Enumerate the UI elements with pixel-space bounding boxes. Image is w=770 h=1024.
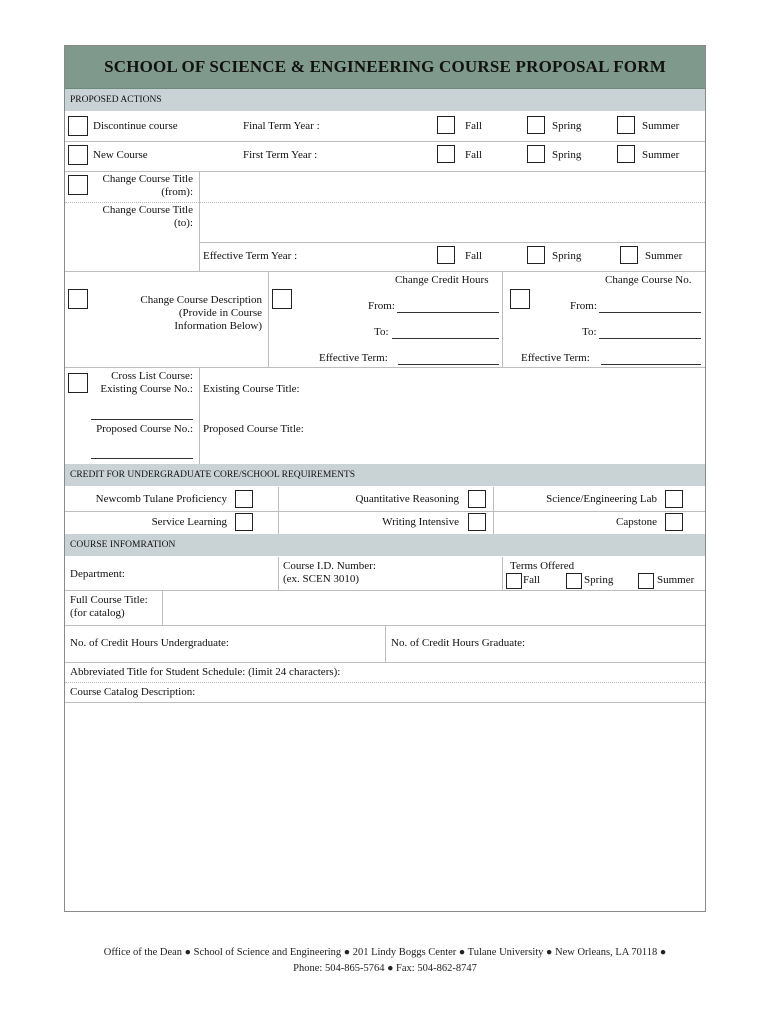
course-proposal-form <box>64 45 706 912</box>
terms-offered-label: Terms Offered <box>510 560 575 572</box>
discontinue-checkbox[interactable] <box>68 116 88 136</box>
first-spring-checkbox[interactable] <box>527 145 545 163</box>
offered-summer-checkbox[interactable] <box>638 573 654 589</box>
course-id-label-1: Course I.D. Number: <box>283 560 376 572</box>
proposed-no-label: Proposed Course No.: <box>96 423 193 435</box>
effective-summer-label: Summer <box>645 250 683 262</box>
credit-to-field[interactable] <box>392 338 499 339</box>
final-fall-label: Fall <box>465 120 483 132</box>
first-summer-label: Summer <box>642 149 680 161</box>
change-title-from-label-1: Change Course Title <box>102 173 193 185</box>
change-credit-hours-label: Change Credit Hours <box>395 274 489 286</box>
credit-ug-label: No. of Credit Hours Undergraduate: <box>70 637 229 649</box>
change-description-checkbox[interactable] <box>68 289 88 309</box>
divider <box>199 367 200 464</box>
existing-title-label: Existing Course Title: <box>203 383 300 395</box>
offered-fall-label: Fall <box>523 574 541 586</box>
final-summer-label: Summer <box>642 120 680 132</box>
courseno-from-field[interactable] <box>599 312 701 313</box>
section-proposed-actions: PROPOSED ACTIONS <box>65 89 705 111</box>
new-course-label: New Course <box>93 149 148 161</box>
courseno-to-label: To: <box>582 326 597 338</box>
effective-summer-checkbox[interactable] <box>620 246 638 264</box>
change-title-from-label-2: (from): <box>161 186 193 198</box>
first-fall-checkbox[interactable] <box>437 145 455 163</box>
divider <box>385 625 386 662</box>
newcomb-label: Newcomb Tulane Proficiency <box>95 493 227 505</box>
offered-spring-checkbox[interactable] <box>566 573 582 589</box>
first-summer-checkbox[interactable] <box>617 145 635 163</box>
change-course-no-checkbox[interactable] <box>510 289 530 309</box>
effective-fall-label: Fall <box>465 250 483 262</box>
catalog-desc-label: Course Catalog Description: <box>70 686 196 698</box>
change-description-label-3: Information Below) <box>174 320 262 332</box>
form-title: SCHOOL OF SCIENCE & ENGINEERING COURSE PROPOSAL FORM <box>65 46 705 89</box>
divider <box>65 271 705 272</box>
writing-intensive-checkbox[interactable] <box>468 513 486 531</box>
offered-fall-checkbox[interactable] <box>506 573 522 589</box>
cross-list-label-2: Existing Course No.: <box>100 383 193 395</box>
divider <box>65 590 705 591</box>
capstone-label: Capstone <box>616 516 657 528</box>
courseno-effective-term-label: Effective Term: <box>521 352 590 364</box>
final-fall-checkbox[interactable] <box>437 116 455 134</box>
final-summer-checkbox[interactable] <box>617 116 635 134</box>
divider <box>268 271 269 367</box>
first-term-label: First Term Year : <box>243 149 318 161</box>
courseno-to-field[interactable] <box>599 338 701 339</box>
credit-from-field[interactable] <box>397 312 499 313</box>
effective-spring-label: Spring <box>552 250 582 262</box>
credit-to-label: To: <box>374 326 389 338</box>
proposed-course-no-field[interactable] <box>91 458 193 459</box>
cross-list-label-1: Cross List Course: <box>111 370 193 382</box>
science-lab-label: Science/Engineering Lab <box>546 493 657 505</box>
final-term-label: Final Term Year : <box>243 120 320 132</box>
title-to-field[interactable] <box>201 204 703 240</box>
section-credit: CREDIT FOR UNDERGRADUATE CORE/SCHOOL REQUIREMENTS <box>65 464 705 486</box>
divider <box>65 171 705 172</box>
offered-summer-label: Summer <box>657 574 695 586</box>
credit-from-label: From: <box>368 300 395 312</box>
divider <box>65 662 705 663</box>
full-title-label-1: Full Course Title: <box>70 594 148 606</box>
change-description-label-1: Change Course Description <box>140 294 262 306</box>
first-spring-label: Spring <box>552 149 582 161</box>
divider <box>502 557 503 590</box>
service-learning-label: Service Learning <box>151 516 227 528</box>
change-description-label-2: (Provide in Course <box>178 307 262 319</box>
title-from-field[interactable] <box>201 173 703 200</box>
divider <box>65 141 705 142</box>
existing-course-no-field[interactable] <box>91 419 193 420</box>
effective-spring-checkbox[interactable] <box>527 246 545 264</box>
divider <box>199 171 200 271</box>
newcomb-checkbox[interactable] <box>235 490 253 508</box>
department-label: Department: <box>70 568 125 580</box>
footer-address: Office of the Dean ● School of Science and Engineering ● 201 Lindy Boggs Center ● Tulane University ● New Orleans, LA 70118 ● <box>103 947 667 958</box>
final-spring-checkbox[interactable] <box>527 116 545 134</box>
credit-effective-term-label: Effective Term: <box>319 352 388 364</box>
effective-fall-checkbox[interactable] <box>437 246 455 264</box>
divider <box>65 511 705 512</box>
credit-effective-term-field[interactable] <box>398 364 499 365</box>
offered-spring-label: Spring <box>584 574 614 586</box>
new-course-checkbox[interactable] <box>68 145 88 165</box>
change-title-to-label-2: (to): <box>174 217 193 229</box>
full-title-field[interactable] <box>164 592 702 623</box>
final-spring-label: Spring <box>552 120 582 132</box>
change-title-to-label-1: Change Course Title <box>102 204 193 216</box>
discontinue-label: Discontinue course <box>93 120 178 132</box>
courseno-from-label: From: <box>570 300 597 312</box>
divider <box>502 271 503 367</box>
science-lab-checkbox[interactable] <box>665 490 683 508</box>
divider <box>65 702 705 703</box>
course-id-label-2: (ex. SCEN 3010) <box>283 573 360 585</box>
catalog-description-field[interactable] <box>67 704 703 909</box>
courseno-effective-term-field[interactable] <box>601 364 701 365</box>
section-course-info: COURSE INFOMRATION <box>65 534 705 556</box>
divider <box>65 367 705 368</box>
full-title-label-2: (for catalog) <box>70 607 125 619</box>
change-credit-hours-checkbox[interactable] <box>272 289 292 309</box>
credit-grad-label: No. of Credit Hours Graduate: <box>391 637 526 649</box>
footer-phone: Phone: 504-865-5764 ● Fax: 504-862-8747 <box>293 963 477 974</box>
proposed-title-label: Proposed Course Title: <box>203 423 304 435</box>
writing-intensive-label: Writing Intensive <box>382 516 459 528</box>
divider <box>199 242 705 243</box>
effective-term-year-label: Effective Term Year : <box>203 250 298 262</box>
quantitative-label: Quantitative Reasoning <box>355 493 459 505</box>
change-course-no-label: Change Course No. <box>605 274 692 286</box>
service-learning-checkbox[interactable] <box>235 513 253 531</box>
quantitative-checkbox[interactable] <box>468 490 486 508</box>
divider <box>65 682 705 683</box>
abbrev-title-label: Abbreviated Title for Student Schedule: (limit 24 characters): <box>70 666 341 678</box>
divider <box>162 590 163 625</box>
divider <box>278 557 279 590</box>
capstone-checkbox[interactable] <box>665 513 683 531</box>
divider <box>65 202 705 203</box>
first-fall-label: Fall <box>465 149 483 161</box>
